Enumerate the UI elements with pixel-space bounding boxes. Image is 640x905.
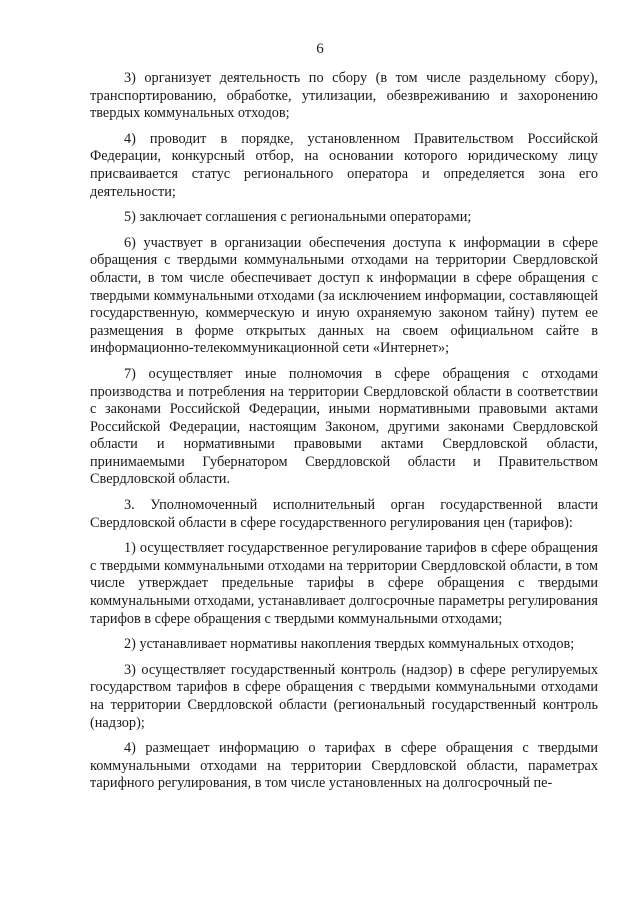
paragraph-item-6: 6) участвует в организации обеспечения доступа к информации в сфере обращения с твердыми коммунальными отходами на территории Свердловской области, в том числе обеспечивает доступ к информации в сфере обращения с твердыми коммунальными отходами (за исключением информации, составляющей государственную, коммерческую и иную охраняемую законом тайну) путем ее размещения в форме открытых данных на своем официальном сайте в информационно-телекоммуникационной сети «Интернет»; xyxy=(90,234,598,357)
paragraph-item-7: 7) осуществляет иные полномочия в сфере обращения с отходами производства и потребления на территории Свердловской области в соответствии с законами Российской Федерации, иными нормативными правовыми актами Российской Федерации, настоящим Законом, другими законами Свердловской области и нормативными правовыми актами Свердловской области, принимаемыми Губернатором Свердловской области и Правительством Свердловской области. xyxy=(90,365,598,488)
paragraph-item-3: 3) организует деятельность по сбору (в том числе раздельному сбору), транспортированию, обработке, утилизации, обезвреживанию и захоронению твердых коммунальных отходов; xyxy=(90,70,598,122)
paragraph-subitem-4: 4) размещает информацию о тарифах в сфере обращения с твердыми коммунальными отходами на территории Свердловской области, параметрах тарифного регулирования, в том числе установленных на долгосрочный пе- xyxy=(90,740,598,792)
paragraph-item-5: 5) заключает соглашения с региональными операторами; xyxy=(124,209,472,226)
document-body xyxy=(90,70,598,793)
paragraph-subitem-3: 3) осуществляет государственный контроль (надзор) в сфере регулируемых государством тарифов в сфере обращения с твердыми коммунальными отходами на территории Свердловской области (региональный государственный контроль (надзор); xyxy=(90,661,598,731)
paragraph-section-3: 3. Уполномоченный исполнительный орган государственной власти Свердловской области в сфере государственного регулирования цен (тарифов): xyxy=(90,497,598,531)
paragraph-subitem-1: 1) осуществляет государственное регулирование тарифов в сфере обращения с твердыми коммунальными отходами на территории Свердловской области, в том числе утверждает предельные тарифы в сфере обращения с твердыми коммунальными отходами, устанавливает долгосрочные параметры регулирования тарифов в сфере обращения с твердыми коммунальными отходами; xyxy=(90,540,598,627)
page-number: 6 xyxy=(316,41,324,57)
paragraph-item-4: 4) проводит в порядке, установленном Правительством Российской Федерации, конкурсный отбор, на основании которого юридическому лицу присваивается статус регионального оператора и определяется зона его деятельности; xyxy=(90,130,598,200)
paragraph-subitem-2: 2) устанавливает нормативы накопления твердых коммунальных отходов; xyxy=(124,636,575,653)
